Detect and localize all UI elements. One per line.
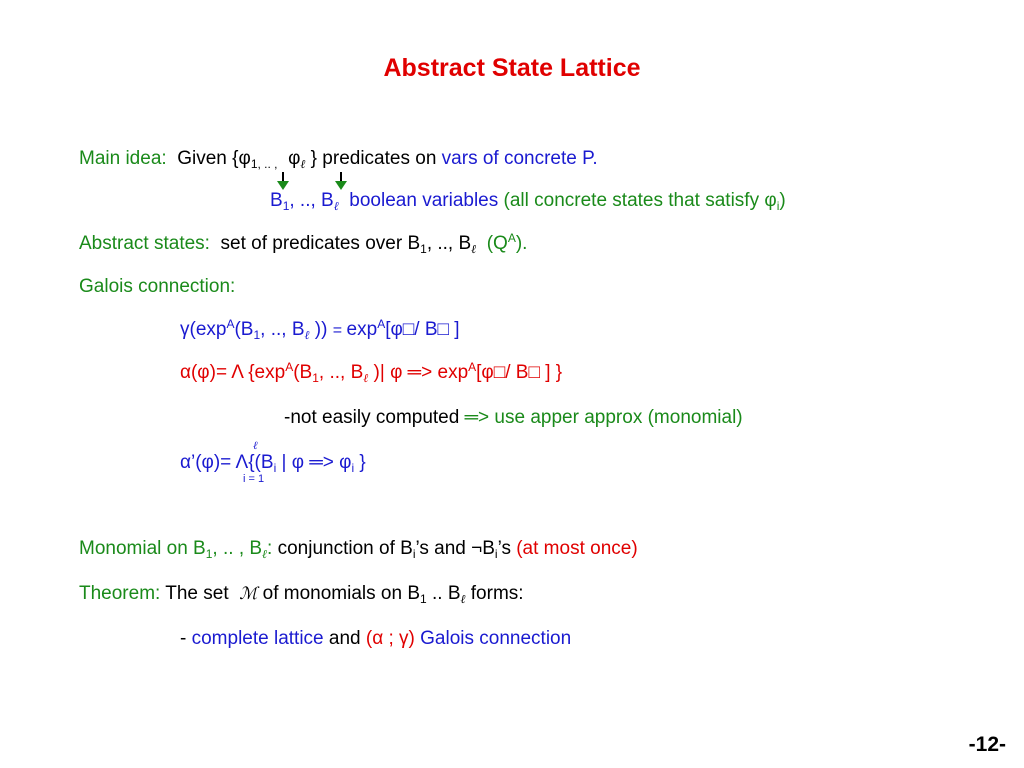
- given-text: Given {φ: [177, 148, 251, 169]
- implies-arrow: ═>: [464, 407, 490, 428]
- boolean-variables-text: boolean variables: [349, 190, 499, 211]
- sub-i2: i: [494, 547, 498, 561]
- sub-ell: ℓ: [304, 328, 310, 342]
- gamma-close: )): [309, 319, 333, 340]
- galois-connection-text: Galois connection: [414, 628, 572, 649]
- sub-1: 1: [205, 547, 213, 561]
- gamma-range: , .., B: [260, 319, 305, 340]
- b-subscript-1: 1: [420, 242, 427, 256]
- gamma-exp2: exp: [346, 319, 378, 340]
- sub-1: 1: [420, 592, 427, 606]
- monomial-label: Monomial on B: [79, 538, 206, 559]
- big-and-lower-limit: i = 1: [243, 473, 265, 485]
- sub-ell: ℓ: [363, 371, 369, 385]
- script-m-symbol: ℳ: [239, 584, 258, 604]
- monomial-range: , .. , B: [212, 538, 263, 559]
- phi-i-subscript: i: [776, 199, 780, 213]
- forms-text: forms:: [465, 583, 524, 604]
- alpha-prime-head: α’(φ)= Λ: [180, 452, 249, 473]
- alpha-implies: )| φ ═> exp: [368, 362, 469, 383]
- b-ell-subscript: ℓ: [333, 199, 339, 213]
- vars-text: vars of concrete P.: [441, 148, 598, 169]
- gamma-definition: [180, 319, 460, 342]
- sup-a: A: [285, 360, 294, 374]
- main-idea-label: Main idea:: [79, 148, 167, 169]
- dash: -: [180, 628, 192, 649]
- alpha-prime-implies: | φ ═> φ: [276, 452, 352, 473]
- sup-a: A: [226, 317, 235, 331]
- alpha-exp: α(φ)= Λ {exp: [180, 362, 286, 383]
- at-most-once-text: (at most once): [516, 538, 638, 559]
- qa-superscript: A: [507, 231, 516, 245]
- monomial-colon: :: [267, 538, 273, 559]
- b-range: , .., B: [426, 233, 472, 254]
- alpha-b: (B: [293, 362, 313, 383]
- gamma-subst: [φ□/ B□ ]: [385, 319, 460, 340]
- not-easily-text: -not easily computed: [284, 407, 465, 428]
- gamma-equals: =: [332, 322, 347, 339]
- sub-i: i: [273, 461, 277, 475]
- qa-close: ).: [515, 233, 528, 254]
- close-paren: ): [779, 190, 786, 211]
- alpha-prime-definition: [180, 452, 366, 474]
- sub-i2: i: [351, 461, 355, 475]
- set-of-predicates-text: set of predicates over B: [220, 233, 421, 254]
- theorem-label: Theorem:: [79, 583, 161, 604]
- gamma-exp: γ(exp: [180, 319, 227, 340]
- sub-ell: ℓ: [262, 547, 268, 561]
- conjunction-text: conjunction of B: [272, 538, 413, 559]
- slide-title: Abstract State Lattice: [383, 54, 641, 82]
- range-text: .. B: [426, 583, 461, 604]
- monomials-text: of monomials on B: [257, 583, 421, 604]
- complete-lattice-text: complete lattice: [191, 628, 324, 649]
- monomial-line: [79, 538, 638, 560]
- upper-approx-text: use apper approx (monomial): [489, 407, 743, 428]
- alpha-prime-close: }: [354, 452, 366, 473]
- alpha-prime-set: {(B: [248, 452, 274, 473]
- gamma-b: (B: [234, 319, 254, 340]
- alpha-gamma-text: (α ; γ): [365, 628, 415, 649]
- ell-subscript: ℓ: [300, 157, 306, 171]
- b-ell-subscript: ℓ: [471, 242, 477, 256]
- sub-ell: ℓ: [460, 592, 466, 606]
- s-text: ’s: [497, 538, 517, 559]
- abstract-states-line: [79, 233, 527, 255]
- not-easily-computed-line: [284, 407, 743, 429]
- boolean-vars-line: [270, 190, 786, 212]
- big-and-upper-limit: ℓ: [253, 439, 258, 452]
- alpha-definition: [180, 362, 562, 384]
- lattice-line: [180, 628, 571, 650]
- and-neg-text: ’s and ¬B: [415, 538, 495, 559]
- sup-a2: A: [468, 360, 477, 374]
- alpha-range: , .., B: [318, 362, 364, 383]
- sub-i: i: [412, 547, 416, 561]
- predicates-text: } predicates on: [305, 148, 442, 169]
- abstract-states-label: Abstract states:: [79, 233, 210, 254]
- phi-symbol: φ: [288, 148, 301, 169]
- b-subscript-1: 1: [282, 199, 290, 213]
- theorem-line: [79, 583, 524, 605]
- main-idea-line: [79, 148, 598, 170]
- down-arrow-icon-2: [340, 172, 342, 188]
- b-var: B: [270, 190, 283, 211]
- alpha-subst: [φ□/ B□ ] }: [476, 362, 563, 383]
- qa-open: (Q: [486, 233, 508, 254]
- sup-a2: A: [377, 317, 386, 331]
- sub-1: 1: [312, 371, 319, 385]
- concrete-states-text: (all concrete states that satisfy φ: [498, 190, 777, 211]
- phi-subscript-1: 1, .. ,: [250, 157, 278, 171]
- galois-connection-label: Galois connection:: [79, 276, 236, 297]
- the-set-text: The set: [160, 583, 234, 604]
- and-text: and: [323, 628, 366, 649]
- page-number: -12-: [968, 733, 1006, 756]
- sub-1: 1: [253, 328, 261, 342]
- down-arrow-icon-1: [282, 172, 284, 188]
- b-range: , .., B: [289, 190, 334, 211]
